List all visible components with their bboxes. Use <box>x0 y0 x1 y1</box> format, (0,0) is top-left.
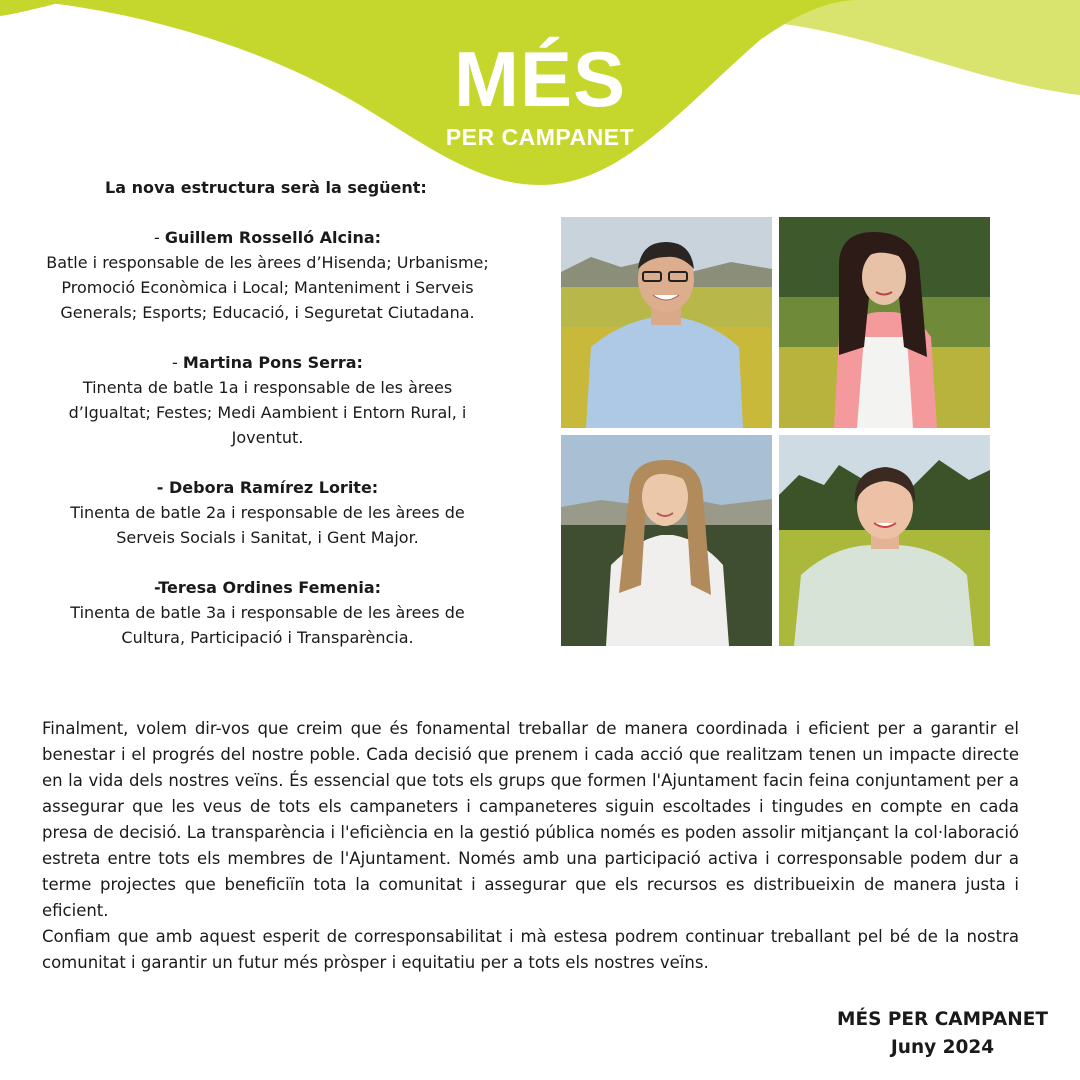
portrait-photo-debora <box>561 435 772 646</box>
logo <box>440 35 640 150</box>
member-name: -Teresa Ordines Femenia: <box>153 578 382 597</box>
portrait-photo-guillem <box>561 217 772 428</box>
council-structure <box>40 175 495 675</box>
closing-paragraph: Confiam que amb aquest esperit de corresponsabilitat i mà estesa podrem continuar treballant pel bé de la nostra comunitat i garantir un futur més pròsper i equitatiu per a tots els nostres veïns. <box>42 927 1019 972</box>
member-entry <box>40 575 495 650</box>
member-name: - Guillem Rosselló Alcina: <box>153 228 382 247</box>
portrait-photo-martina <box>779 217 990 428</box>
portrait-grid <box>561 217 991 647</box>
signature-date: Juny 2024 <box>890 1037 995 1058</box>
closing-paragraph: Finalment, volem dir-vos que creim que és fonamental treballar de manera coordinada i eficient per a garantir el benestar i el progrés del nostre poble. Cada decisió que prenem i cada acció que realitzam tenen un impacte directe en la vida dels nostres veïns. És essencial que tots els grups que formen l'Ajuntament facin feina conjuntament per a assegurar que les veus de tots els campaneters i campaneteres siguin escoltades i tingudes en compte en cada presa de decisió. La transparència i l'eficiència en la gestió pública només es poden assolir mitjançant la col·laboració estreta entre tots els membres de l'Ajuntament. Només amb una participació activa i corresponsable podem dur a terme projectes que beneficiïn tota la comunitat i assegurar que els recursos es distribueixin de manera justa i eficient. <box>42 719 1019 920</box>
signature-org: MÉS PER CAMPANET <box>837 1009 1048 1030</box>
logo-main-text: MÉS <box>453 35 627 123</box>
member-role: Batle i responsable de les àrees d’Hisenda; Urbanisme; Promoció Econòmica i Local; Manteniment i Serveis Generals; Esports; Educació, i Seguretat Ciutadana. <box>46 253 489 322</box>
structure-intro: La nova estructura serà la següent: <box>105 178 427 197</box>
closing-text <box>42 716 1019 976</box>
logo-subtitle: PER CAMPANET <box>445 124 635 150</box>
member-role: Tinenta de batle 1a i responsable de les àrees d’Igualtat; Festes; Medi Aambient i Entorn Rural, i Joventut. <box>68 378 467 447</box>
member-entry <box>40 350 495 450</box>
signature <box>820 1006 1065 1062</box>
member-entry <box>40 475 495 550</box>
member-role: Tinenta de batle 2a i responsable de les àrees de Serveis Socials i Sanitat, i Gent Major. <box>70 503 465 547</box>
member-entry <box>40 225 495 325</box>
member-name: - Martina Pons Serra: <box>172 353 363 372</box>
member-name: - Debora Ramírez Lorite: <box>156 478 379 497</box>
member-role: Tinenta de batle 3a i responsable de les àrees de Cultura, Participació i Transparència. <box>70 603 465 647</box>
portrait-photo-teresa <box>779 435 990 646</box>
